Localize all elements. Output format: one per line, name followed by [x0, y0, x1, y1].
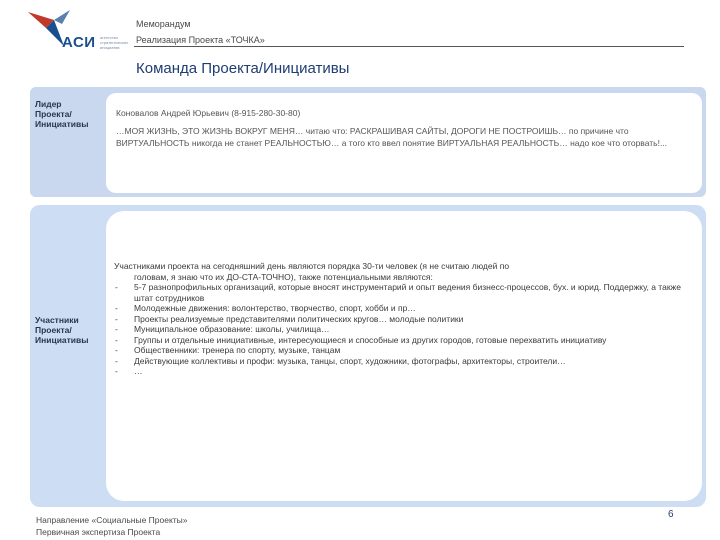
header-project: Реализация Проекта «ТОЧКА» — [136, 35, 265, 45]
logo-subtext: агентство стратегических инициатив — [100, 35, 129, 50]
list-item: - … — [114, 366, 694, 377]
list-item: - Муниципальное образование: школы, училища… — [114, 324, 694, 335]
list-item: - Действующие коллективы и профи: музыка, танцы, спорт, художники, фотографы, архитекторы, строители… — [114, 356, 694, 367]
participants-text — [114, 261, 694, 377]
list-item: - Группы и отдельные инициативные, интересующиеся и способные из других городов, готовые перехватить инициативу — [114, 335, 694, 346]
leader-name: Коновалов Андрей Юрьевич (8-915-280-30-80) — [116, 108, 301, 118]
leader-block — [30, 87, 706, 197]
footer-direction: Направление «Социальные Проекты» — [36, 515, 188, 525]
participants-intro-first: Участниками проекта на сегодняшний день являются порядка 30-ти человек (я не считаю людей по — [114, 261, 510, 271]
participants-label: Участники Проекта/ Инициативы — [35, 315, 89, 345]
footer-expertise: Первичная экспертиза Проекта — [36, 527, 161, 537]
header-memorandum: Меморандум — [136, 19, 191, 29]
page-number: 6 — [668, 509, 674, 520]
leader-quote: …МОЯ ЖИЗНЬ, ЭТО ЖИЗНЬ ВОКРУГ МЕНЯ… читаю что: РАСКРАШИВАЯ САЙТЫ, ДОРОГИ НЕ ПОСТРОИШЬ… по причине что ВИРТУАЛЬНОСТЬ никогда не станет РЕАЛЬНОСТЬЮ… а того кто ввел понятие ВИРТУАЛЬНАЯ РЕАЛЬНОСТЬ… надо кое что оторвать!... — [116, 126, 668, 148]
page-title: Команда Проекта/Инициативы — [136, 60, 350, 77]
leader-sidebar — [30, 87, 100, 197]
participants-intro-rest: головам, я знаю что их ДО-СТА-ТОЧНО), также потенциальными являются: — [134, 271, 433, 282]
participants-list — [114, 282, 694, 377]
leader-label: Лидер Проекта/ Инициативы — [35, 99, 89, 129]
participants-card — [106, 211, 702, 501]
participants-intro — [114, 261, 694, 282]
list-item: - 5-7 разнопрофильных организаций, которые вносят инструментарий и опыт ведения бизнесс-процессов, бух. и юрид. Поддержку, а также штат сотрудников — [114, 282, 694, 303]
logo-text: АСИ — [62, 34, 96, 51]
list-item: - Молодежные движения: волонтерство, творчество, спорт, хобби и пр… — [114, 303, 694, 314]
participants-block — [30, 205, 706, 507]
leader-text — [116, 107, 698, 149]
list-item: - Общественники: тренера по спорту, музыке, танцам — [114, 345, 694, 356]
participants-sidebar — [30, 205, 100, 507]
header-divider — [134, 46, 684, 47]
leader-card — [106, 93, 702, 193]
list-item: - Проекты реализуемые представителями политических кругов… молодые политики — [114, 314, 694, 325]
